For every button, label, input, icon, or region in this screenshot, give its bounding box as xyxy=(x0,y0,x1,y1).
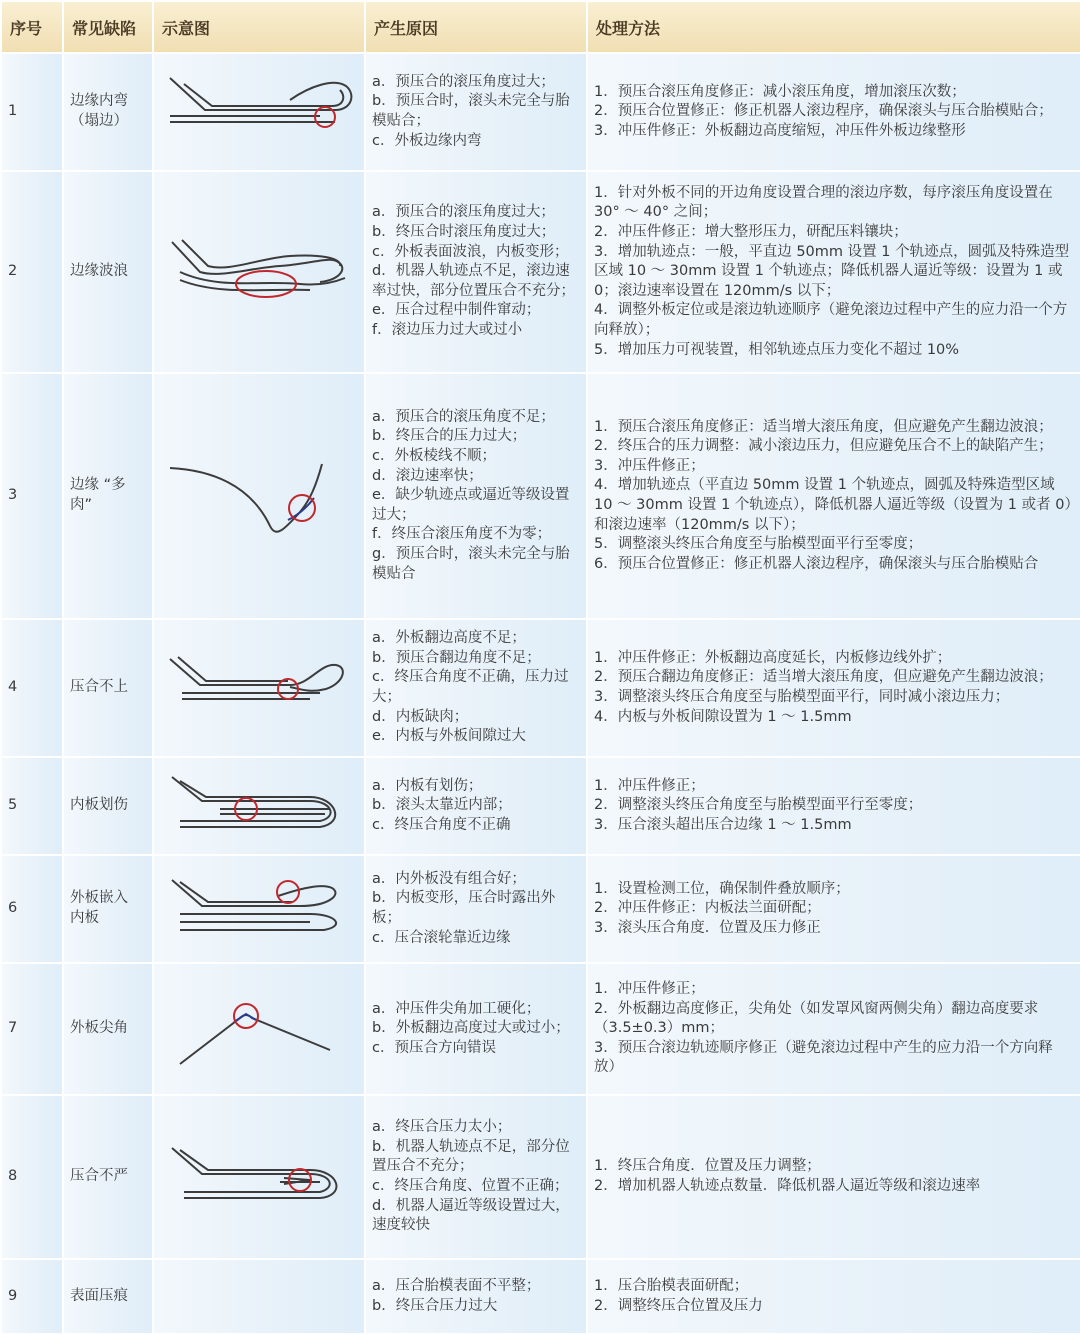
defect-name xyxy=(63,1259,153,1334)
solution-cell xyxy=(587,757,1080,855)
diagram-cell xyxy=(153,1259,365,1334)
solution-item: 1．冲压件修正：外板翻边高度延长，内板修边线外扩； xyxy=(594,649,952,666)
cause-item: d．滚边速率快； xyxy=(372,467,483,484)
solution-item: 3．冲压件修正； xyxy=(594,457,705,474)
cause-cell xyxy=(365,1095,587,1259)
diagram-cell xyxy=(153,53,365,171)
cause-item: b．外板翻边高度过大或过小； xyxy=(372,1020,570,1037)
cause-item: b．终压合的压力过大； xyxy=(372,428,527,445)
table-row xyxy=(1,855,1080,963)
inner-scratch-diagram xyxy=(160,771,360,841)
solution-item: 1．冲压件修正； xyxy=(594,777,705,794)
solution-cell xyxy=(587,53,1080,171)
cause-item: a．内外板没有组合好； xyxy=(372,870,526,887)
diagram-cell xyxy=(153,963,365,1095)
cause-item: b．内板变形，压合时露出外板； xyxy=(372,890,556,926)
defect-name-line: 压合不严 xyxy=(70,1168,128,1185)
defect-name-line: 边缘内弯 xyxy=(70,93,128,110)
solution-cell xyxy=(587,1259,1080,1334)
row-number: 4 xyxy=(1,619,63,757)
defect-name xyxy=(63,171,153,373)
table-row xyxy=(1,373,1080,619)
cause-item: g．预压合时，滚头未完全与胎模贴合 xyxy=(372,545,570,582)
row-number: 1 xyxy=(1,53,63,171)
defect-name-line: 肉” xyxy=(70,497,93,513)
defect-name-line: 边缘波浪 xyxy=(70,263,128,280)
cause-item: b．终压合时滚压角度过大； xyxy=(372,224,556,241)
cause-item: a．冲压件尖角加工硬化； xyxy=(372,1000,541,1017)
diagram-cell xyxy=(153,373,365,619)
solution-cell xyxy=(587,855,1080,963)
cause-item: b．机器人轨迹点不足，部分位置压合不充分； xyxy=(372,1138,570,1175)
solution-item: 2．增加机器人轨迹点数量．降低机器人逼近等级和滚边速率 xyxy=(594,1178,981,1194)
sharp-corner-diagram xyxy=(160,984,360,1074)
table-row xyxy=(1,757,1080,855)
defect-name xyxy=(63,963,153,1095)
cause-item: c．压合滚轮靠近边缘 xyxy=(372,929,511,946)
row-number: 9 xyxy=(1,1259,63,1334)
table-row xyxy=(1,171,1080,373)
header-diagram: 示意图 xyxy=(153,1,365,53)
solution-item: 5．增加压力可视装置，相邻轨迹点压力变化不超过 10% xyxy=(594,341,960,358)
solution-item: 2．终压合的压力调整：减小滚边压力，但应避免压合不上的缺陷产生； xyxy=(594,438,1053,455)
solution-cell xyxy=(587,373,1080,619)
solution-item: 1．设置检测工位，确保制件叠放顺序； xyxy=(594,880,850,897)
table-row xyxy=(1,1095,1080,1259)
cause-item: d．机器人轨迹点不足，滚边速率过快，部分位置压合不充分； xyxy=(372,263,575,299)
solution-cell xyxy=(587,619,1080,757)
solution-item: 2．预压合位置修正：修正机器人滚边程序，确保滚头与压合胎模贴合； xyxy=(594,103,1053,120)
solution-cell xyxy=(587,1095,1080,1259)
cause-cell xyxy=(365,1259,587,1334)
cause-item: a．外板翻边高度不足； xyxy=(372,630,526,647)
solution-item: 2．冲压件修正：内板法兰面研配； xyxy=(594,900,821,917)
cause-item: b．预压合时，滚头未完全与胎模贴合； xyxy=(372,93,570,129)
excess-edge-diagram xyxy=(160,446,360,546)
defect-name-line: （塌边） xyxy=(70,113,128,129)
cause-item: a．预压合的滚压角度不足； xyxy=(372,408,555,425)
cause-item: c．终压合角度不正确，压力过大； xyxy=(372,669,569,705)
solution-item: 2．冲压件修正：增大整形压力，研配压料镶块； xyxy=(594,224,908,241)
header-defect: 常见缺陷 xyxy=(63,1,153,53)
cause-item: f．滚边压力过大或过小 xyxy=(372,321,523,338)
diagram-cell xyxy=(153,855,365,963)
solution-item: 4．内板与外板间隙设置为 1 ～ 1.5mm xyxy=(594,708,852,725)
defect-name-line: 压合不上 xyxy=(70,679,128,696)
solution-item: 2．调整滚头终压合角度至与胎模型面平行至零度； xyxy=(594,797,923,814)
solution-item: 3．调整滚头终压合角度至与胎模型面平行，同时减小滚边压力； xyxy=(594,689,1010,705)
defect-name-line: 内板 xyxy=(70,910,99,926)
header-solution: 处理方法 xyxy=(587,1,1080,53)
table-row xyxy=(1,1259,1080,1334)
diagram-cell xyxy=(153,757,365,855)
edge-curl-diagram xyxy=(160,72,360,152)
defect-name-line: 表面压痕 xyxy=(70,1287,128,1304)
solution-item: 2．预压合翻边角度修正：适当增大滚压角度，但应避免产生翻边波浪； xyxy=(594,669,1053,686)
cause-cell xyxy=(365,171,587,373)
cause-item: b．终压合压力过大 xyxy=(372,1297,498,1314)
row-number: 3 xyxy=(1,373,63,619)
header-no: 序号 xyxy=(1,1,63,53)
row-number: 7 xyxy=(1,963,63,1095)
defect-name xyxy=(63,53,153,171)
solution-item: 2．外板翻边高度修正，尖角处（如发罩风窗两侧尖角）翻边高度要求（3.5±0.3）mm； xyxy=(594,1000,1039,1037)
solution-cell xyxy=(587,171,1080,373)
cause-item: a．预压合的滚压角度过大； xyxy=(372,73,555,90)
solution-item: 5．调整滚头终压合角度至与胎模型面平行至零度； xyxy=(594,536,923,553)
cause-cell xyxy=(365,619,587,757)
solution-item: 1．预压合滚压角度修正：减小滚压角度，增加滚压次数； xyxy=(594,83,966,100)
cause-item: b．滚头太靠近内部； xyxy=(372,797,512,814)
cause-item: f．终压合滚压角度不为零； xyxy=(372,526,552,543)
cause-item: e．内板与外板间隙过大 xyxy=(372,728,526,745)
row-number: 5 xyxy=(1,757,63,855)
cause-item: c．终压合角度不正确 xyxy=(372,816,511,833)
cause-item: c．预压合方向错误 xyxy=(372,1039,496,1056)
cause-item: a．预压合的滚压角度过大； xyxy=(372,204,555,221)
cause-item: d．内板缺肉； xyxy=(372,708,469,725)
solution-item: 4．调整外板定位或是滚边轨迹顺序（避免滚边过程中产生的应力沿一个方向释放）； xyxy=(594,302,1068,338)
cause-item: a．终压合压力太小； xyxy=(372,1119,512,1136)
solution-item: 3．滚头压合角度．位置及压力修正 xyxy=(594,919,821,936)
cause-item: c．终压合角度、位置不正确； xyxy=(372,1178,569,1194)
solution-item: 1．预压合滚压角度修正：适当增大滚压角度，但应避免产生翻边波浪； xyxy=(594,418,1053,435)
cause-item: e．压合过程中制件窜动； xyxy=(372,302,541,319)
cause-cell xyxy=(365,757,587,855)
cause-item: b．预压合翻边角度不足； xyxy=(372,649,541,666)
defect-name xyxy=(63,619,153,757)
cause-item: c．外板棱线不顺； xyxy=(372,448,496,465)
row-number: 6 xyxy=(1,855,63,963)
cause-cell xyxy=(365,855,587,963)
table-row xyxy=(1,963,1080,1095)
solution-item: 6．预压合位置修正：修正机器人滚边程序，确保滚头与压合胎模贴合 xyxy=(594,555,1039,572)
defect-name xyxy=(63,757,153,855)
diagram-cell xyxy=(153,1095,365,1259)
cause-item: a．内板有划伤； xyxy=(372,777,483,794)
solution-item: 1．压合胎模表面研配； xyxy=(594,1277,749,1294)
solution-item: 2．调整终压合位置及压力 xyxy=(594,1297,763,1314)
solution-item: 1．针对外板不同的开边角度设置合理的滚边序数，每序滚压角度设置在 30° ～ 40° 之间； xyxy=(594,184,1053,221)
cause-item: a．压合胎模表面不平整； xyxy=(372,1277,541,1294)
solution-item: 3．增加轨迹点：一般，平直边 50mm 设置 1 个轨迹点，圆弧及特殊造型区域 10 ～ 30mm 设置 1 个轨迹点；降低机器人逼近等级：设置为 1 或 0；滚边速率设置在 120mm/s 以下； xyxy=(594,243,1070,299)
defect-name-line: 外板嵌入 xyxy=(70,890,128,907)
header-row xyxy=(1,1,1080,53)
row-number: 8 xyxy=(1,1095,63,1259)
cause-item: d．机器人逼近等级设置过大，速度较快 xyxy=(372,1197,570,1234)
cause-item: c．外板表面波浪，内板变形； xyxy=(372,243,569,260)
defect-name xyxy=(63,373,153,619)
solution-item: 1．冲压件修正； xyxy=(594,981,705,998)
edge-wave-diagram xyxy=(160,232,360,312)
solution-item: 3．冲压件修正：外板翻边高度缩短，冲压件外板边缘整形 xyxy=(594,122,966,139)
row-number: 2 xyxy=(1,171,63,373)
cause-cell xyxy=(365,53,587,171)
solution-cell xyxy=(587,963,1080,1095)
defect-name xyxy=(63,855,153,963)
incomplete-hem-diagram xyxy=(160,653,360,723)
cause-item: c．外板边缘内弯 xyxy=(372,132,482,149)
table-row xyxy=(1,53,1080,171)
defect-name-line: 边缘 “多 xyxy=(70,477,126,494)
defect-name-line: 外板尖角 xyxy=(70,1020,128,1037)
loose-hem-diagram xyxy=(160,1142,360,1212)
cause-cell xyxy=(365,373,587,619)
defect-name-line: 内板划伤 xyxy=(70,797,128,814)
diagram-cell xyxy=(153,619,365,757)
header-cause: 产生原因 xyxy=(365,1,587,53)
cause-item: e．缺少轨迹点或逼近等级设置过大； xyxy=(372,487,570,523)
solution-item: 3．预压合滚边轨迹顺序修正（避免滚边过程中产生的应力沿一个方向释放） xyxy=(594,1039,1053,1076)
cause-cell xyxy=(365,963,587,1095)
defect-name xyxy=(63,1095,153,1259)
solution-item: 3．压合滚头超出压合边缘 1 ～ 1.5mm xyxy=(594,816,852,833)
outer-embedded-diagram xyxy=(160,874,360,944)
solution-item: 1．终压合角度．位置及压力调整； xyxy=(594,1158,821,1175)
solution-item: 4．增加轨迹点（平直边 50mm 设置 1 个轨迹点，圆弧及特殊造型区域 10 ～ 30mm 设置 1 个轨迹点），降低机器人逼近等级（设置为 1 或者 0）和滚边速率（120mm/s 以下）； xyxy=(594,477,1072,533)
table-row xyxy=(1,619,1080,757)
diagram-cell xyxy=(153,171,365,373)
